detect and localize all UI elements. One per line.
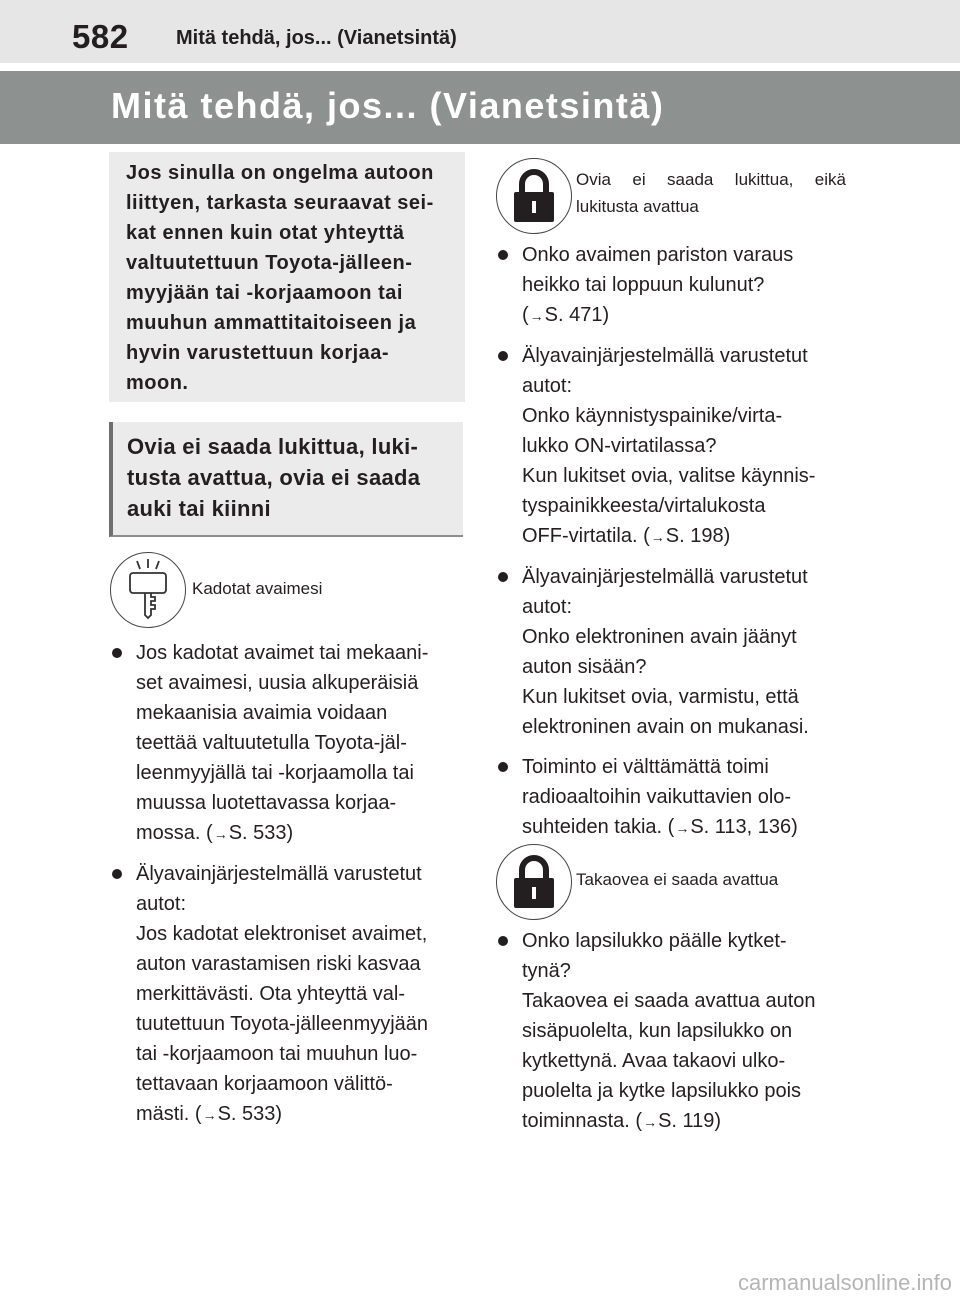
page-reference[interactable]: S. 471) bbox=[544, 304, 610, 326]
list-item: Jos kadotat avaimet tai mekaani- set avaimesi, uusia alkuperäisiä mekaanisia avaimia voidaan teettää valtuutetulla Toyota-jäl- leenmyyjällä tai -korjaamolla tai muussa luotettavassa korjaa- mossa. (→S. 533) bbox=[110, 638, 465, 849]
intro-line: valtuutettuun Toyota-jälleen- bbox=[126, 252, 413, 274]
header-strip bbox=[0, 0, 960, 63]
running-head: Mitä tehdä, jos... (Vianetsintä) bbox=[176, 27, 457, 49]
bullet-list bbox=[496, 240, 876, 853]
section-heading-line: tusta avattua, ovia ei saada bbox=[127, 465, 421, 490]
intro-box bbox=[109, 152, 465, 402]
padlock-icon bbox=[496, 844, 572, 920]
bullet-list bbox=[496, 926, 876, 1147]
page-reference[interactable]: S. 533) bbox=[228, 822, 294, 844]
key-icon bbox=[110, 552, 186, 628]
page-reference[interactable]: S. 533) bbox=[217, 1103, 283, 1125]
arrow-icon: → bbox=[650, 529, 665, 545]
section-heading-line: auki tai kiinni bbox=[127, 496, 271, 521]
intro-line: hyvin varustettuun korjaa- bbox=[126, 342, 390, 364]
intro-line: muuhun ammattitaitoiseen ja bbox=[126, 312, 417, 334]
bullet-list bbox=[110, 638, 465, 1140]
list-item: Toiminto ei välttämättä toimi radioaaltoihin vaikuttavien olo- suhteiden takia. (→S. 113, 136) bbox=[496, 752, 876, 843]
list-item: Älyavainjärjestelmällä varustetut autot: Jos kadotat elektroniset avaimet, auton varastamisen riski kasvaa merkittävästi. Ota yhteyttä val- tuutettuun Toyota-jälleenmyyjään tai -korjaamoon tai muuhun luo- tettavaan korjaamoon välittö- mästi. (→S. 533) bbox=[110, 859, 465, 1130]
intro-line: kat ennen kuin otat yhteyttä bbox=[126, 222, 405, 244]
arrow-icon: → bbox=[643, 1114, 658, 1130]
icon-caption: Ovia ei saada lukittua, eikä lukitusta avattua bbox=[576, 170, 846, 216]
list-item: Onko avaimen pariston varaus heikko tai loppuun kulunut? (→S. 471) bbox=[496, 240, 876, 331]
icon-caption: Takaovea ei saada avattua bbox=[576, 870, 779, 889]
intro-line: moon. bbox=[126, 372, 189, 394]
intro-line: liittyen, tarkasta seuraavat sei- bbox=[126, 192, 434, 214]
page-reference[interactable]: S. 198) bbox=[665, 525, 731, 547]
watermark: carmanualsonline.info bbox=[737, 1270, 952, 1295]
arrow-icon: → bbox=[213, 826, 228, 842]
list-item: Onko lapsilukko päälle kytket- tynä? Takaovea ei saada avattua auton sisäpuolelta, kun lapsilukko on kytkettynä. Avaa takaovi ulko- puolelta ja kytke lapsilukko pois toiminnasta. (→S. 119) bbox=[496, 926, 876, 1137]
page-title: Mitä tehdä, jos... (Vianetsintä) bbox=[111, 85, 665, 126]
section-heading-line: Ovia ei saada lukittua, luki- bbox=[127, 434, 419, 459]
intro-line: myyjään tai -korjaamoon tai bbox=[126, 282, 403, 304]
icon-caption: Kadotat avaimesi bbox=[192, 579, 323, 598]
arrow-icon: → bbox=[529, 308, 544, 324]
section-heading bbox=[109, 422, 463, 537]
padlock-icon bbox=[496, 158, 572, 234]
list-item: Älyavainjärjestelmällä varustetut autot: Onko elektroninen avain jäänyt auton sisään? Kun lukitset ovia, varmistu, että elektroninen avain on mukanasi. bbox=[496, 562, 876, 742]
list-item: Älyavainjärjestelmällä varustetut autot: Onko käynnistyspainike/virta- lukko ON-virtatilassa? Kun lukitset ovia, valitse käynnis- tyspainikkeesta/virtalukosta OFF-virtatila. (→S. 198) bbox=[496, 341, 876, 552]
intro-line: Jos sinulla on ongelma autoon bbox=[126, 162, 434, 184]
page-reference[interactable]: S. 119) bbox=[658, 1110, 722, 1132]
arrow-icon: → bbox=[202, 1107, 217, 1123]
page-number: 582 bbox=[72, 18, 129, 55]
arrow-icon: → bbox=[675, 820, 690, 836]
page-reference[interactable]: S. 113, 136) bbox=[690, 816, 798, 838]
